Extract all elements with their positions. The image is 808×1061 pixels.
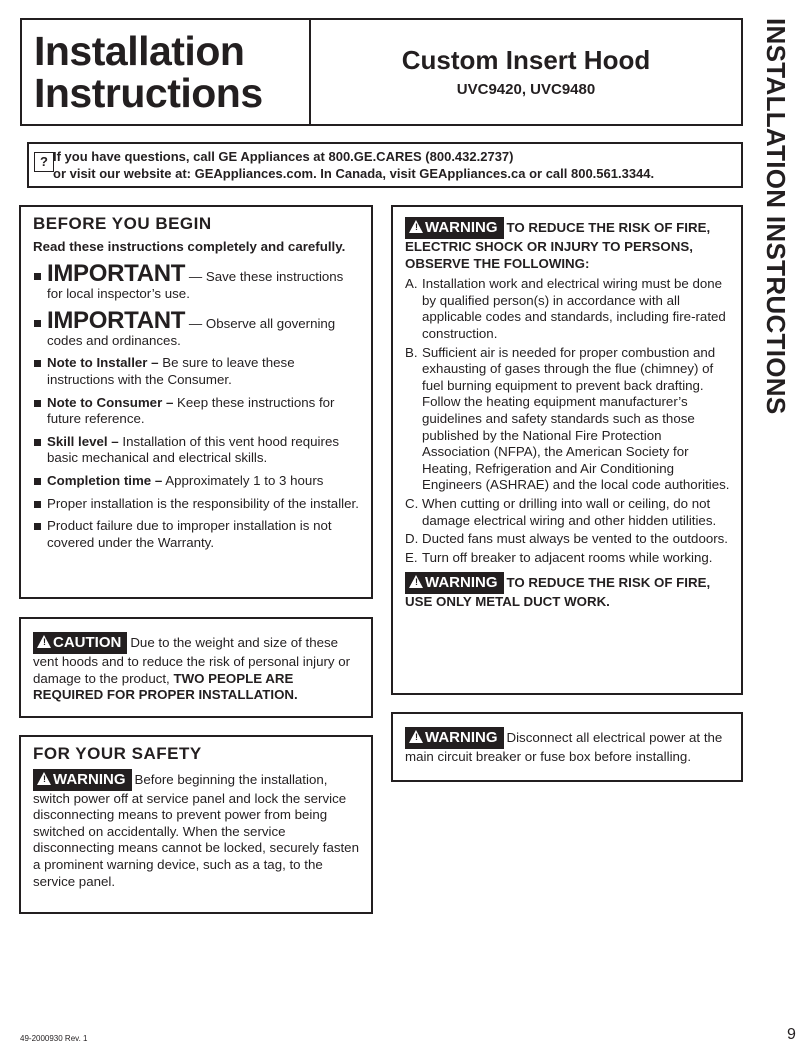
- product-title-box: [309, 18, 743, 126]
- contact-text: [53, 148, 654, 182]
- caution-box: [19, 617, 373, 718]
- warning-triangle-icon: !: [37, 635, 51, 648]
- product-title: Custom Insert Hood: [401, 45, 651, 75]
- warning-list: [405, 276, 731, 566]
- warning-badge: [405, 572, 504, 594]
- warning-badge: [405, 727, 504, 749]
- item-text: Proper installation is the responsibility of the installer.: [47, 495, 359, 511]
- disconnect-power-warning: [391, 712, 743, 782]
- item-text: Product failure due to improper installation is not covered under the Warranty.: [47, 518, 332, 550]
- item-lead: Note to Consumer –: [47, 394, 174, 410]
- before-you-begin-section: [19, 205, 373, 599]
- warning-text: Disconnect all electrical power at the main circuit breaker or fuse box before installing.: [405, 730, 723, 764]
- caution-text: Due to the weight and size of these vent hoods and to reduce the risk of personal injury or damage to the product,: [33, 635, 351, 686]
- list-item: [33, 434, 359, 467]
- item-letter: B.: [405, 344, 418, 360]
- warning-triangle-icon: !: [409, 575, 423, 588]
- item-lead: IMPORTANT: [47, 306, 186, 334]
- list-item: [33, 473, 359, 490]
- list-item: [405, 345, 731, 494]
- item-text: Turn off breaker to adjacent rooms while working.: [422, 549, 713, 565]
- document-code: 49-2000930 Rev. 1: [20, 1034, 88, 1043]
- warning-triangle-icon: !: [409, 730, 423, 743]
- side-title: [761, 18, 793, 438]
- instruction-list: [33, 262, 359, 551]
- badge-label: WARNING: [425, 219, 498, 236]
- list-item: [33, 355, 359, 388]
- item-text: — Observe all governing codes and ordinances.: [47, 315, 336, 348]
- for-your-safety-section: [19, 735, 373, 914]
- list-item: [405, 531, 731, 548]
- item-letter: A.: [405, 276, 418, 292]
- question-icon: ?: [34, 152, 54, 172]
- warning-triangle-icon: !: [409, 220, 423, 233]
- warning-triangle-icon: !: [37, 772, 51, 785]
- list-item: [33, 262, 359, 303]
- metal-duct-warning: [405, 572, 731, 611]
- warning-heading: TO REDUCE THE RISK OF FIRE, ELECTRIC SHOCK OR INJURY TO PERSONS, OBSERVE THE FOLLOWING:: [405, 220, 711, 271]
- page-number: 9: [787, 1026, 796, 1043]
- document-title-line2: Instructions: [34, 70, 263, 116]
- item-text: Approximately 1 to 3 hours: [162, 472, 324, 488]
- item-lead: Note to Installer –: [47, 355, 159, 371]
- list-item: [33, 306, 359, 350]
- caution-bold-text: TWO PEOPLE ARE REQUIRED FOR PROPER INSTALLATION.: [33, 670, 298, 703]
- list-item: [405, 276, 731, 342]
- list-item: [405, 550, 731, 567]
- item-lead: Completion time –: [47, 472, 163, 488]
- document-title-line1: Installation: [34, 28, 245, 74]
- badge-label: WARNING: [53, 770, 126, 788]
- item-text: Be sure to leave these instructions with the Consumer.: [47, 355, 295, 387]
- warning-heading: TO REDUCE THE RISK OF FIRE, USE ONLY METAL DUCT WORK.: [405, 575, 711, 610]
- item-letter: E.: [405, 549, 418, 565]
- list-item: [33, 496, 359, 513]
- item-text: Installation of this vent hood requires basic mechanical and electrical skills.: [47, 433, 339, 466]
- list-item: [33, 395, 359, 428]
- badge-label: WARNING: [425, 574, 498, 592]
- item-text: Keep these instructions for future reference.: [47, 394, 335, 427]
- contact-line2: or visit our website at: GEAppliances.com. In Canada, visit GEAppliances.ca or call 800.561.3344.: [53, 166, 655, 181]
- document-title-box: [20, 18, 311, 126]
- list-item: [33, 518, 359, 551]
- side-title-text: INSTALLATION INSTRUCTIONS: [761, 18, 791, 415]
- item-text: Sufficient air is needed for proper combustion and exhausting of gases through the flue (chimney) of fuel burning equipment to prevent back drafting. Follow the heating equipment manufacturer’s guidelines and safety standards such as those published by the National Fire Protection Association (NFPA), the American Society for Heating, Refrigeration and Air Conditioning Engineers (ASHRAE) and the local code authorities.: [422, 344, 730, 493]
- item-lead: Skill level –: [47, 433, 119, 449]
- safety-text: Before beginning the installation, switch power off at service panel and lock the service disconnecting means to prevent power from being switched on accidentally. When the service disconnecting means cannot be locked, securely fasten a prominent warning device, such as a tag, to the service panel.: [33, 771, 359, 889]
- contact-box: [27, 142, 743, 188]
- warning-badge: [33, 769, 132, 791]
- item-letter: C.: [405, 495, 419, 511]
- item-letter: D.: [405, 531, 419, 547]
- intro-text: Read these instructions completely and carefully.: [33, 238, 346, 254]
- badge-label: CAUTION: [53, 634, 122, 651]
- document-title: [34, 30, 263, 114]
- warning-section: [391, 205, 743, 695]
- badge-label: WARNING: [425, 729, 498, 746]
- item-text: When cutting or drilling into wall or ceiling, do not damage electrical wiring and other hidden utilities.: [422, 495, 717, 528]
- list-item: [405, 496, 731, 529]
- item-lead: IMPORTANT: [47, 260, 186, 288]
- model-numbers: UVC9420, UVC9480: [456, 81, 596, 98]
- item-text: Installation work and electrical wiring must be done by qualified person(s) in accordance with all applicable codes and standards, including fire-rated construction.: [422, 276, 726, 341]
- item-text: — Save these instructions for local inspector’s use.: [47, 269, 344, 302]
- contact-line1: If you have questions, call GE Appliances at 800.GE.CARES (800.432.2737): [53, 149, 514, 164]
- caution-badge: [33, 632, 127, 654]
- item-text: Ducted fans must always be vented to the outdoors.: [422, 531, 729, 547]
- warning-badge: [405, 217, 504, 239]
- section-title: FOR YOUR SAFETY: [33, 744, 202, 763]
- section-title: BEFORE YOU BEGIN: [33, 214, 212, 233]
